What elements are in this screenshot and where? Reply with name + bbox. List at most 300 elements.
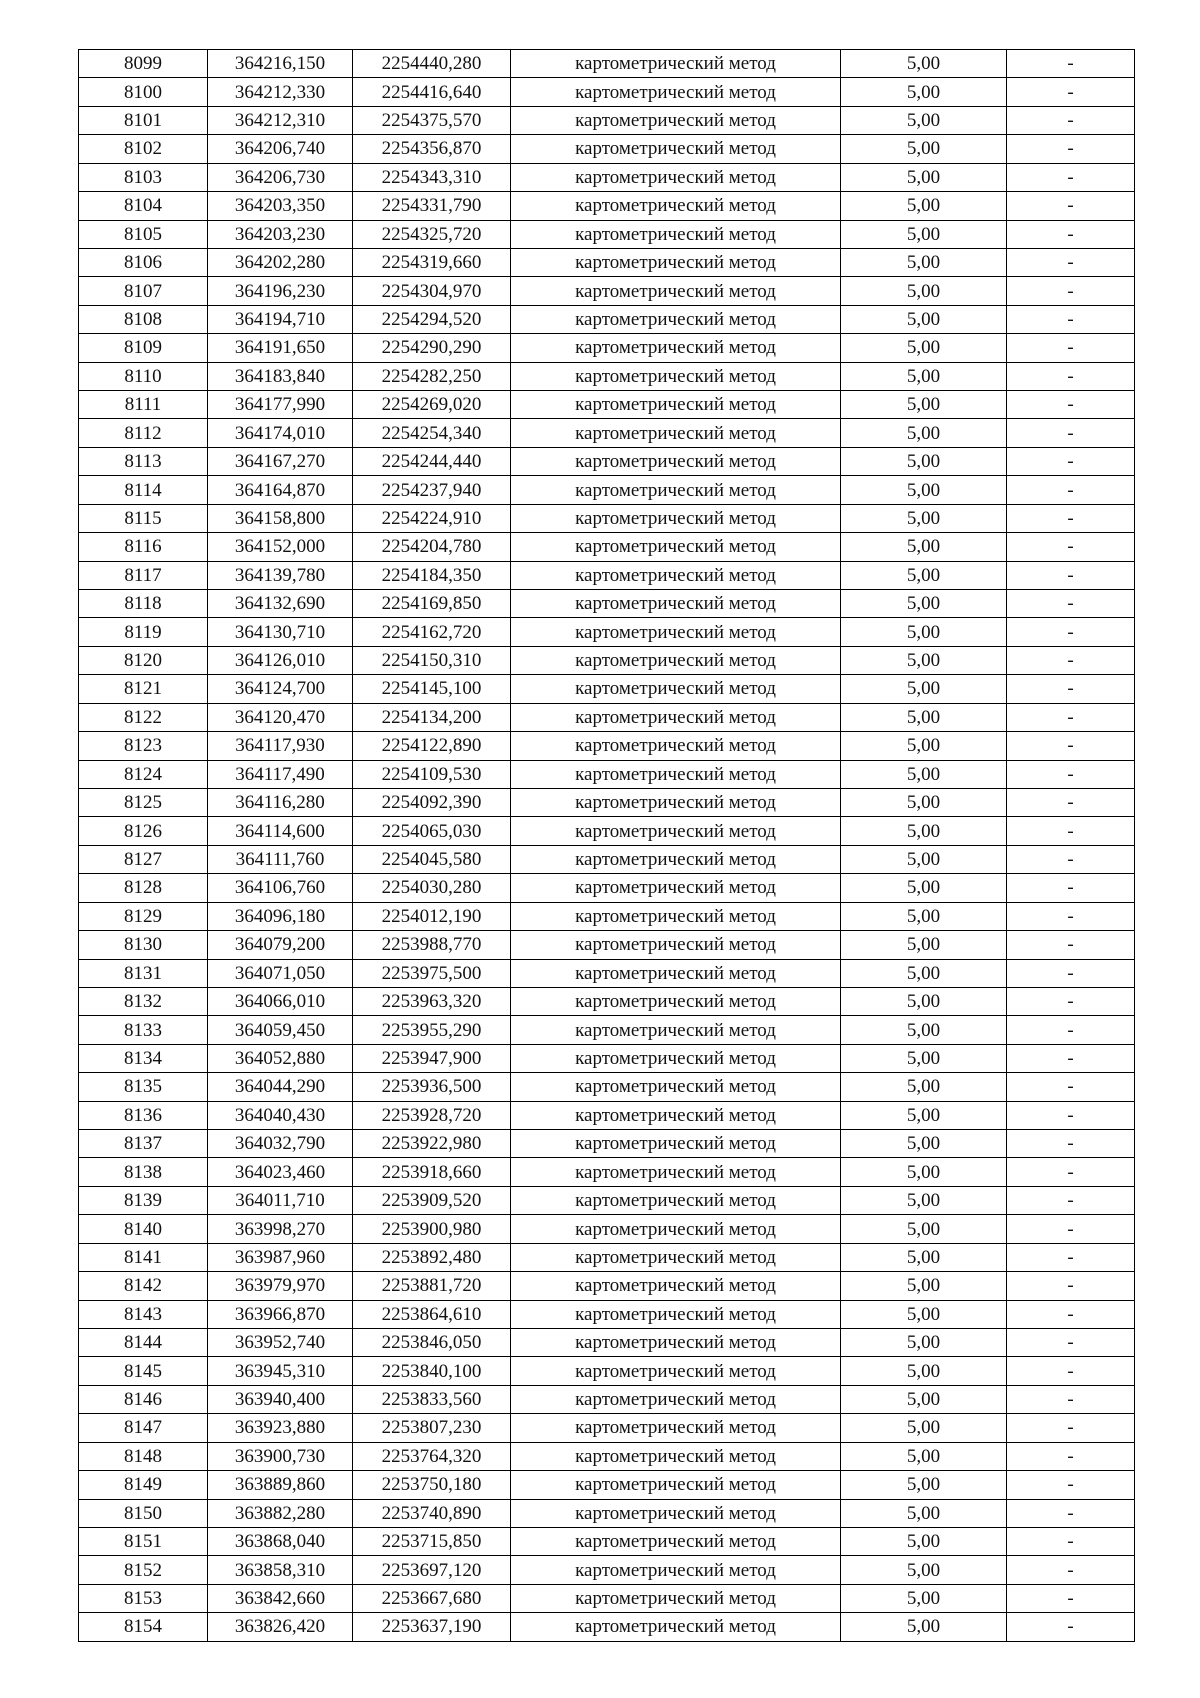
method-cell: картометрический метод xyxy=(511,959,841,987)
table-row xyxy=(79,561,1135,589)
y-coordinate-cell: 2254109,530 xyxy=(353,760,511,788)
y-coordinate-cell: 2254269,020 xyxy=(353,391,511,419)
note-cell: - xyxy=(1007,1556,1135,1584)
y-coordinate-cell: 2254065,030 xyxy=(353,817,511,845)
method-cell: картометрический метод xyxy=(511,220,841,248)
point-number-cell: 8145 xyxy=(79,1357,208,1385)
note-cell: - xyxy=(1007,163,1135,191)
x-coordinate-cell: 363940,400 xyxy=(208,1385,353,1413)
point-number-cell: 8108 xyxy=(79,305,208,333)
point-number-cell: 8136 xyxy=(79,1101,208,1129)
note-cell: - xyxy=(1007,902,1135,930)
table-row xyxy=(79,874,1135,902)
point-number-cell: 8137 xyxy=(79,1130,208,1158)
x-coordinate-cell: 364164,870 xyxy=(208,476,353,504)
x-coordinate-cell: 364212,330 xyxy=(208,78,353,106)
note-cell: - xyxy=(1007,732,1135,760)
y-coordinate-cell: 2253881,720 xyxy=(353,1272,511,1300)
point-number-cell: 8115 xyxy=(79,504,208,532)
x-coordinate-cell: 363979,970 xyxy=(208,1272,353,1300)
method-cell: картометрический метод xyxy=(511,732,841,760)
y-coordinate-cell: 2254122,890 xyxy=(353,732,511,760)
point-number-cell: 8134 xyxy=(79,1044,208,1072)
x-coordinate-cell: 364206,730 xyxy=(208,163,353,191)
note-cell: - xyxy=(1007,1101,1135,1129)
x-coordinate-cell: 364124,700 xyxy=(208,675,353,703)
table-row xyxy=(79,703,1135,731)
note-cell: - xyxy=(1007,1243,1135,1271)
method-cell: картометрический метод xyxy=(511,1471,841,1499)
note-cell: - xyxy=(1007,391,1135,419)
precision-cell: 5,00 xyxy=(841,220,1007,248)
x-coordinate-cell: 364114,600 xyxy=(208,817,353,845)
table-row xyxy=(79,1044,1135,1072)
table-row xyxy=(79,106,1135,134)
note-cell: - xyxy=(1007,1300,1135,1328)
point-number-cell: 8112 xyxy=(79,419,208,447)
method-cell: картометрический метод xyxy=(511,1073,841,1101)
y-coordinate-cell: 2254204,780 xyxy=(353,533,511,561)
method-cell: картометрический метод xyxy=(511,1044,841,1072)
table-row xyxy=(79,163,1135,191)
method-cell: картометрический метод xyxy=(511,248,841,276)
precision-cell: 5,00 xyxy=(841,987,1007,1015)
x-coordinate-cell: 363952,740 xyxy=(208,1328,353,1356)
method-cell: картометрический метод xyxy=(511,703,841,731)
note-cell: - xyxy=(1007,248,1135,276)
document-page xyxy=(78,49,1134,1642)
x-coordinate-cell: 364191,650 xyxy=(208,334,353,362)
x-coordinate-cell: 364183,840 xyxy=(208,362,353,390)
table-row xyxy=(79,1300,1135,1328)
note-cell: - xyxy=(1007,1328,1135,1356)
point-number-cell: 8143 xyxy=(79,1300,208,1328)
x-coordinate-cell: 363923,880 xyxy=(208,1414,353,1442)
precision-cell: 5,00 xyxy=(841,1044,1007,1072)
precision-cell: 5,00 xyxy=(841,817,1007,845)
note-cell: - xyxy=(1007,618,1135,646)
y-coordinate-cell: 2253900,980 xyxy=(353,1215,511,1243)
precision-cell: 5,00 xyxy=(841,1499,1007,1527)
precision-cell: 5,00 xyxy=(841,391,1007,419)
precision-cell: 5,00 xyxy=(841,874,1007,902)
y-coordinate-cell: 2253892,480 xyxy=(353,1243,511,1271)
table-row xyxy=(79,1613,1135,1641)
precision-cell: 5,00 xyxy=(841,703,1007,731)
point-number-cell: 8118 xyxy=(79,590,208,618)
x-coordinate-cell: 364216,150 xyxy=(208,50,353,78)
x-coordinate-cell: 364052,880 xyxy=(208,1044,353,1072)
x-coordinate-cell: 363998,270 xyxy=(208,1215,353,1243)
table-row xyxy=(79,447,1135,475)
y-coordinate-cell: 2253864,610 xyxy=(353,1300,511,1328)
note-cell: - xyxy=(1007,817,1135,845)
y-coordinate-cell: 2254145,100 xyxy=(353,675,511,703)
method-cell: картометрический метод xyxy=(511,788,841,816)
x-coordinate-cell: 364071,050 xyxy=(208,959,353,987)
x-coordinate-cell: 363889,860 xyxy=(208,1471,353,1499)
point-number-cell: 8122 xyxy=(79,703,208,731)
table-row xyxy=(79,1556,1135,1584)
x-coordinate-cell: 364011,710 xyxy=(208,1186,353,1214)
method-cell: картометрический метод xyxy=(511,1385,841,1413)
precision-cell: 5,00 xyxy=(841,1215,1007,1243)
y-coordinate-cell: 2254331,790 xyxy=(353,192,511,220)
method-cell: картометрический метод xyxy=(511,931,841,959)
note-cell: - xyxy=(1007,987,1135,1015)
note-cell: - xyxy=(1007,533,1135,561)
y-coordinate-cell: 2254254,340 xyxy=(353,419,511,447)
method-cell: картометрический метод xyxy=(511,391,841,419)
y-coordinate-cell: 2254224,910 xyxy=(353,504,511,532)
precision-cell: 5,00 xyxy=(841,106,1007,134)
x-coordinate-cell: 364139,780 xyxy=(208,561,353,589)
note-cell: - xyxy=(1007,277,1135,305)
method-cell: картометрический метод xyxy=(511,590,841,618)
note-cell: - xyxy=(1007,1414,1135,1442)
point-number-cell: 8148 xyxy=(79,1442,208,1470)
point-number-cell: 8119 xyxy=(79,618,208,646)
precision-cell: 5,00 xyxy=(841,447,1007,475)
y-coordinate-cell: 2254237,940 xyxy=(353,476,511,504)
method-cell: картометрический метод xyxy=(511,1613,841,1641)
point-number-cell: 8140 xyxy=(79,1215,208,1243)
point-number-cell: 8146 xyxy=(79,1385,208,1413)
note-cell: - xyxy=(1007,1130,1135,1158)
point-number-cell: 8133 xyxy=(79,1016,208,1044)
x-coordinate-cell: 364167,270 xyxy=(208,447,353,475)
y-coordinate-cell: 2253764,320 xyxy=(353,1442,511,1470)
point-number-cell: 8139 xyxy=(79,1186,208,1214)
precision-cell: 5,00 xyxy=(841,1101,1007,1129)
precision-cell: 5,00 xyxy=(841,1300,1007,1328)
method-cell: картометрический метод xyxy=(511,419,841,447)
note-cell: - xyxy=(1007,1442,1135,1470)
method-cell: картометрический метод xyxy=(511,163,841,191)
table-row xyxy=(79,135,1135,163)
precision-cell: 5,00 xyxy=(841,561,1007,589)
table-row xyxy=(79,675,1135,703)
table-row xyxy=(79,1471,1135,1499)
precision-cell: 5,00 xyxy=(841,1471,1007,1499)
x-coordinate-cell: 364126,010 xyxy=(208,646,353,674)
precision-cell: 5,00 xyxy=(841,675,1007,703)
point-number-cell: 8129 xyxy=(79,902,208,930)
x-coordinate-cell: 363842,660 xyxy=(208,1584,353,1612)
y-coordinate-cell: 2253637,190 xyxy=(353,1613,511,1641)
x-coordinate-cell: 364130,710 xyxy=(208,618,353,646)
precision-cell: 5,00 xyxy=(841,248,1007,276)
note-cell: - xyxy=(1007,561,1135,589)
table-row xyxy=(79,220,1135,248)
y-coordinate-cell: 2253840,100 xyxy=(353,1357,511,1385)
table-row xyxy=(79,305,1135,333)
note-cell: - xyxy=(1007,1613,1135,1641)
precision-cell: 5,00 xyxy=(841,334,1007,362)
method-cell: картометрический метод xyxy=(511,845,841,873)
method-cell: картометрический метод xyxy=(511,504,841,532)
table-row xyxy=(79,959,1135,987)
table-row xyxy=(79,1499,1135,1527)
y-coordinate-cell: 2254356,870 xyxy=(353,135,511,163)
note-cell: - xyxy=(1007,1471,1135,1499)
x-coordinate-cell: 364066,010 xyxy=(208,987,353,1015)
x-coordinate-cell: 363826,420 xyxy=(208,1613,353,1641)
y-coordinate-cell: 2253909,520 xyxy=(353,1186,511,1214)
method-cell: картометрический метод xyxy=(511,277,841,305)
method-cell: картометрический метод xyxy=(511,1130,841,1158)
point-number-cell: 8131 xyxy=(79,959,208,987)
table-row xyxy=(79,362,1135,390)
note-cell: - xyxy=(1007,50,1135,78)
x-coordinate-cell: 364120,470 xyxy=(208,703,353,731)
table-row xyxy=(79,1442,1135,1470)
y-coordinate-cell: 2254343,310 xyxy=(353,163,511,191)
point-number-cell: 8135 xyxy=(79,1073,208,1101)
method-cell: картометрический метод xyxy=(511,476,841,504)
table-row xyxy=(79,1186,1135,1214)
x-coordinate-cell: 364117,490 xyxy=(208,760,353,788)
y-coordinate-cell: 2253988,770 xyxy=(353,931,511,959)
table-row xyxy=(79,732,1135,760)
precision-cell: 5,00 xyxy=(841,1442,1007,1470)
note-cell: - xyxy=(1007,1584,1135,1612)
method-cell: картометрический метод xyxy=(511,135,841,163)
x-coordinate-cell: 364096,180 xyxy=(208,902,353,930)
point-number-cell: 8117 xyxy=(79,561,208,589)
x-coordinate-cell: 363868,040 xyxy=(208,1527,353,1555)
precision-cell: 5,00 xyxy=(841,419,1007,447)
note-cell: - xyxy=(1007,504,1135,532)
point-number-cell: 8114 xyxy=(79,476,208,504)
table-row xyxy=(79,1130,1135,1158)
note-cell: - xyxy=(1007,1499,1135,1527)
x-coordinate-cell: 364079,200 xyxy=(208,931,353,959)
point-number-cell: 8151 xyxy=(79,1527,208,1555)
precision-cell: 5,00 xyxy=(841,760,1007,788)
note-cell: - xyxy=(1007,135,1135,163)
x-coordinate-cell: 364177,990 xyxy=(208,391,353,419)
note-cell: - xyxy=(1007,788,1135,816)
precision-cell: 5,00 xyxy=(841,931,1007,959)
method-cell: картометрический метод xyxy=(511,760,841,788)
table-row xyxy=(79,1272,1135,1300)
point-number-cell: 8130 xyxy=(79,931,208,959)
method-cell: картометрический метод xyxy=(511,1272,841,1300)
note-cell: - xyxy=(1007,590,1135,618)
precision-cell: 5,00 xyxy=(841,1527,1007,1555)
note-cell: - xyxy=(1007,1272,1135,1300)
precision-cell: 5,00 xyxy=(841,959,1007,987)
precision-cell: 5,00 xyxy=(841,1186,1007,1214)
y-coordinate-cell: 2254030,280 xyxy=(353,874,511,902)
precision-cell: 5,00 xyxy=(841,1328,1007,1356)
table-row xyxy=(79,1584,1135,1612)
method-cell: картометрический метод xyxy=(511,106,841,134)
note-cell: - xyxy=(1007,447,1135,475)
y-coordinate-cell: 2253750,180 xyxy=(353,1471,511,1499)
table-row xyxy=(79,618,1135,646)
precision-cell: 5,00 xyxy=(841,788,1007,816)
x-coordinate-cell: 364196,230 xyxy=(208,277,353,305)
precision-cell: 5,00 xyxy=(841,163,1007,191)
point-number-cell: 8109 xyxy=(79,334,208,362)
note-cell: - xyxy=(1007,845,1135,873)
precision-cell: 5,00 xyxy=(841,1613,1007,1641)
precision-cell: 5,00 xyxy=(841,845,1007,873)
note-cell: - xyxy=(1007,760,1135,788)
precision-cell: 5,00 xyxy=(841,1272,1007,1300)
note-cell: - xyxy=(1007,1158,1135,1186)
y-coordinate-cell: 2253922,980 xyxy=(353,1130,511,1158)
point-number-cell: 8147 xyxy=(79,1414,208,1442)
point-number-cell: 8154 xyxy=(79,1613,208,1641)
precision-cell: 5,00 xyxy=(841,590,1007,618)
precision-cell: 5,00 xyxy=(841,533,1007,561)
y-coordinate-cell: 2254290,290 xyxy=(353,334,511,362)
y-coordinate-cell: 2253846,050 xyxy=(353,1328,511,1356)
x-coordinate-cell: 363882,280 xyxy=(208,1499,353,1527)
point-number-cell: 8127 xyxy=(79,845,208,873)
precision-cell: 5,00 xyxy=(841,1414,1007,1442)
precision-cell: 5,00 xyxy=(841,1016,1007,1044)
note-cell: - xyxy=(1007,220,1135,248)
y-coordinate-cell: 2254325,720 xyxy=(353,220,511,248)
precision-cell: 5,00 xyxy=(841,732,1007,760)
table-row xyxy=(79,1101,1135,1129)
table-row xyxy=(79,590,1135,618)
table-row xyxy=(79,760,1135,788)
x-coordinate-cell: 363945,310 xyxy=(208,1357,353,1385)
note-cell: - xyxy=(1007,192,1135,220)
table-row xyxy=(79,902,1135,930)
note-cell: - xyxy=(1007,305,1135,333)
x-coordinate-cell: 364158,800 xyxy=(208,504,353,532)
point-number-cell: 8111 xyxy=(79,391,208,419)
x-coordinate-cell: 364174,010 xyxy=(208,419,353,447)
precision-cell: 5,00 xyxy=(841,362,1007,390)
x-coordinate-cell: 364152,000 xyxy=(208,533,353,561)
y-coordinate-cell: 2254282,250 xyxy=(353,362,511,390)
point-number-cell: 8113 xyxy=(79,447,208,475)
table-row xyxy=(79,1385,1135,1413)
method-cell: картометрический метод xyxy=(511,334,841,362)
x-coordinate-cell: 364206,740 xyxy=(208,135,353,163)
method-cell: картометрический метод xyxy=(511,533,841,561)
table-row xyxy=(79,1016,1135,1044)
point-number-cell: 8152 xyxy=(79,1556,208,1584)
point-number-cell: 8099 xyxy=(79,50,208,78)
note-cell: - xyxy=(1007,476,1135,504)
table-row xyxy=(79,646,1135,674)
table-row xyxy=(79,248,1135,276)
table-row xyxy=(79,277,1135,305)
table-row xyxy=(79,391,1135,419)
precision-cell: 5,00 xyxy=(841,135,1007,163)
x-coordinate-cell: 364040,430 xyxy=(208,1101,353,1129)
note-cell: - xyxy=(1007,675,1135,703)
point-number-cell: 8106 xyxy=(79,248,208,276)
point-number-cell: 8128 xyxy=(79,874,208,902)
note-cell: - xyxy=(1007,334,1135,362)
table-row xyxy=(79,533,1135,561)
table-row xyxy=(79,931,1135,959)
note-cell: - xyxy=(1007,419,1135,447)
note-cell: - xyxy=(1007,78,1135,106)
point-number-cell: 8141 xyxy=(79,1243,208,1271)
y-coordinate-cell: 2254375,570 xyxy=(353,106,511,134)
table-row xyxy=(79,1243,1135,1271)
point-number-cell: 8125 xyxy=(79,788,208,816)
y-coordinate-cell: 2253667,680 xyxy=(353,1584,511,1612)
method-cell: картометрический метод xyxy=(511,447,841,475)
x-coordinate-cell: 364194,710 xyxy=(208,305,353,333)
method-cell: картометрический метод xyxy=(511,1186,841,1214)
method-cell: картометрический метод xyxy=(511,817,841,845)
x-coordinate-cell: 364023,460 xyxy=(208,1158,353,1186)
x-coordinate-cell: 364132,690 xyxy=(208,590,353,618)
precision-cell: 5,00 xyxy=(841,1073,1007,1101)
x-coordinate-cell: 364116,280 xyxy=(208,788,353,816)
x-coordinate-cell: 363987,960 xyxy=(208,1243,353,1271)
note-cell: - xyxy=(1007,1215,1135,1243)
y-coordinate-cell: 2254045,580 xyxy=(353,845,511,873)
method-cell: картометрический метод xyxy=(511,646,841,674)
y-coordinate-cell: 2254169,850 xyxy=(353,590,511,618)
method-cell: картометрический метод xyxy=(511,561,841,589)
point-number-cell: 8102 xyxy=(79,135,208,163)
x-coordinate-cell: 364202,280 xyxy=(208,248,353,276)
method-cell: картометрический метод xyxy=(511,1556,841,1584)
y-coordinate-cell: 2254134,200 xyxy=(353,703,511,731)
method-cell: картометрический метод xyxy=(511,1300,841,1328)
method-cell: картометрический метод xyxy=(511,78,841,106)
precision-cell: 5,00 xyxy=(841,1385,1007,1413)
method-cell: картометрический метод xyxy=(511,874,841,902)
method-cell: картометрический метод xyxy=(511,1158,841,1186)
point-number-cell: 8150 xyxy=(79,1499,208,1527)
precision-cell: 5,00 xyxy=(841,50,1007,78)
precision-cell: 5,00 xyxy=(841,504,1007,532)
note-cell: - xyxy=(1007,1016,1135,1044)
precision-cell: 5,00 xyxy=(841,1556,1007,1584)
table-row xyxy=(79,1215,1135,1243)
y-coordinate-cell: 2254150,310 xyxy=(353,646,511,674)
method-cell: картометрический метод xyxy=(511,1584,841,1612)
y-coordinate-cell: 2253936,500 xyxy=(353,1073,511,1101)
point-number-cell: 8100 xyxy=(79,78,208,106)
table-row xyxy=(79,845,1135,873)
y-coordinate-cell: 2253715,850 xyxy=(353,1527,511,1555)
method-cell: картометрический метод xyxy=(511,1499,841,1527)
precision-cell: 5,00 xyxy=(841,902,1007,930)
note-cell: - xyxy=(1007,1385,1135,1413)
method-cell: картометрический метод xyxy=(511,675,841,703)
table-row xyxy=(79,1357,1135,1385)
x-coordinate-cell: 364117,930 xyxy=(208,732,353,760)
table-row xyxy=(79,78,1135,106)
y-coordinate-cell: 2254244,440 xyxy=(353,447,511,475)
x-coordinate-cell: 364044,290 xyxy=(208,1073,353,1101)
point-number-cell: 8101 xyxy=(79,106,208,134)
table-row xyxy=(79,1328,1135,1356)
note-cell: - xyxy=(1007,959,1135,987)
point-number-cell: 8124 xyxy=(79,760,208,788)
table-row xyxy=(79,192,1135,220)
method-cell: картометрический метод xyxy=(511,192,841,220)
note-cell: - xyxy=(1007,703,1135,731)
point-number-cell: 8120 xyxy=(79,646,208,674)
